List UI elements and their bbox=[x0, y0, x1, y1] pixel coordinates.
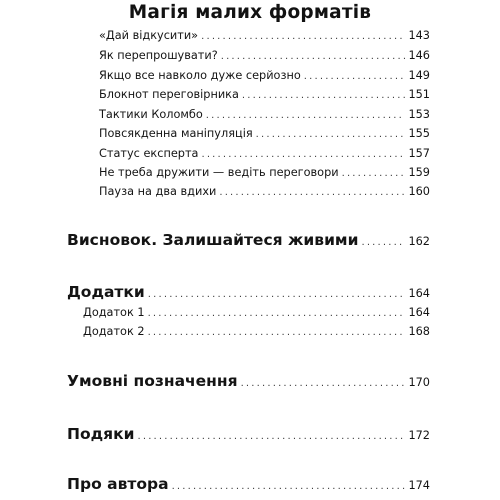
toc-chapter-symbols[interactable] bbox=[67, 370, 430, 395]
toc-chapter-label: Умовні позначення bbox=[67, 372, 238, 390]
toc-page-number: 162 bbox=[408, 235, 430, 248]
toc-entry-label: Тактики Коломбо bbox=[99, 108, 203, 121]
toc-page-number: 143 bbox=[408, 29, 430, 42]
toc-entry-label: Блокнот переговірника bbox=[99, 88, 239, 101]
dot-leader bbox=[242, 87, 406, 105]
toc-entry-label: Якщо все навколо дуже серйозно bbox=[99, 69, 301, 82]
dot-leader bbox=[219, 184, 405, 202]
toc-entry-label: Статус експерта bbox=[99, 147, 199, 160]
toc-subentry[interactable] bbox=[99, 47, 430, 66]
toc-chapter-appendices[interactable] bbox=[67, 281, 430, 306]
toc-chapter-label: Про автора bbox=[67, 475, 169, 493]
toc-page-number: 159 bbox=[408, 166, 430, 179]
toc-appendix-item[interactable] bbox=[83, 323, 430, 342]
toc-page-number: 172 bbox=[408, 429, 430, 442]
dot-leader bbox=[256, 126, 406, 144]
dot-leader bbox=[342, 165, 406, 183]
toc-entry-label: «Дай відкусити» bbox=[99, 29, 199, 42]
dot-leader bbox=[201, 146, 405, 164]
toc-page-number: 164 bbox=[408, 306, 430, 319]
toc-page-number: 174 bbox=[408, 479, 430, 492]
dot-leader bbox=[304, 68, 406, 86]
toc-chapter-label: Подяки bbox=[67, 425, 135, 443]
toc-subentry[interactable] bbox=[99, 106, 430, 125]
toc-subentry[interactable] bbox=[99, 125, 430, 144]
toc-page-number: 160 bbox=[408, 185, 430, 198]
section-title: Магія малих форматів bbox=[128, 2, 372, 23]
toc-page-number: 157 bbox=[408, 147, 430, 160]
dot-leader bbox=[148, 305, 406, 323]
toc-subentry[interactable] bbox=[99, 183, 430, 202]
toc-page-number: 170 bbox=[408, 376, 430, 389]
toc-appendix-item[interactable] bbox=[83, 304, 430, 323]
toc-page-number: 151 bbox=[408, 88, 430, 101]
toc-subentry[interactable] bbox=[99, 164, 430, 183]
toc-entry-label: Як перепрошувати? bbox=[99, 49, 218, 62]
dot-leader bbox=[172, 476, 406, 498]
dot-leader bbox=[201, 28, 405, 46]
toc-subentry[interactable] bbox=[99, 67, 430, 86]
toc-page-number: 155 bbox=[408, 127, 430, 140]
dot-leader bbox=[361, 232, 405, 254]
toc-chapter-label: Висновок. Залишайтеся живими bbox=[67, 231, 359, 249]
toc-page-number: 149 bbox=[408, 69, 430, 82]
dot-leader bbox=[206, 107, 406, 125]
toc-chapter-thanks[interactable] bbox=[67, 423, 430, 448]
dot-leader bbox=[148, 324, 406, 342]
dot-leader bbox=[241, 373, 406, 395]
toc-entry-label: Пауза на два вдихи bbox=[99, 185, 217, 198]
toc-entry-label: Не треба дружити — ведіть переговори bbox=[99, 166, 339, 179]
dot-leader bbox=[137, 426, 405, 448]
toc-page-number: 153 bbox=[408, 108, 430, 121]
toc-subentry[interactable] bbox=[99, 145, 430, 164]
toc-entry-label: Додаток 1 bbox=[83, 306, 145, 319]
toc-chapter-conclusion[interactable] bbox=[67, 229, 430, 254]
toc-subentry[interactable] bbox=[99, 27, 430, 46]
toc-subentry[interactable] bbox=[99, 86, 430, 105]
toc-entry-label: Додаток 2 bbox=[83, 325, 145, 338]
toc-entry-label: Повсякденна маніпуляція bbox=[99, 127, 253, 140]
toc-page-number: 146 bbox=[408, 49, 430, 62]
dot-leader bbox=[148, 284, 406, 306]
toc-page-number: 168 bbox=[408, 325, 430, 338]
toc-chapter-author[interactable] bbox=[67, 473, 430, 498]
toc-chapter-label: Додатки bbox=[67, 283, 145, 301]
toc-page-number: 164 bbox=[408, 287, 430, 300]
dot-leader bbox=[221, 48, 406, 66]
